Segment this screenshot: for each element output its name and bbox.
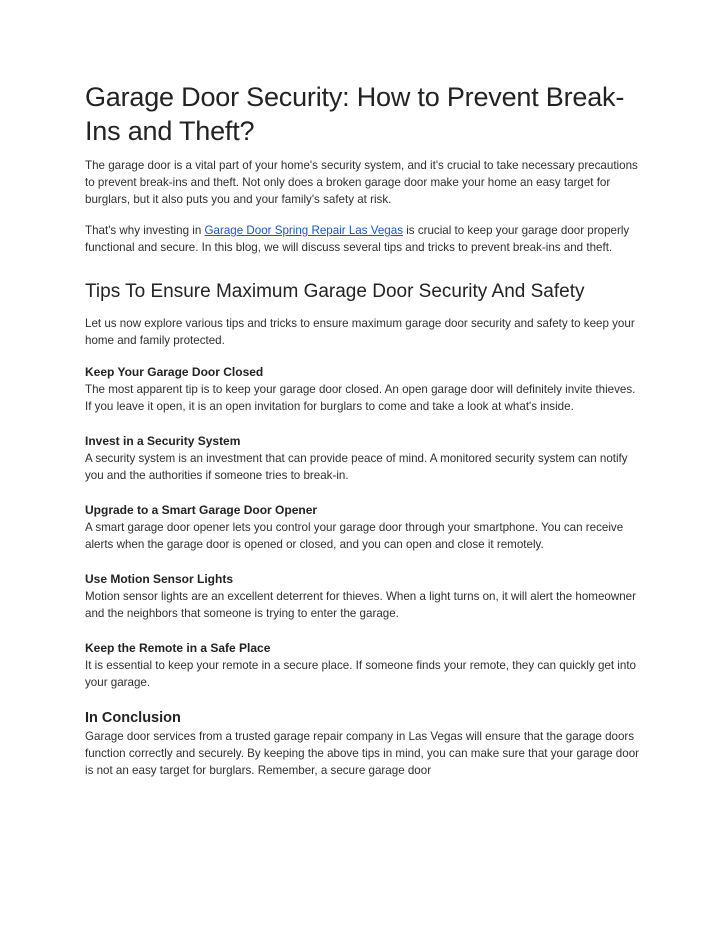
tip-body-smart-opener: A smart garage door opener lets you control your garage door through your smartphone. You can receive alerts when the garage door is opened or closed, and you can open and close it remotely. — [85, 521, 624, 551]
investing-text-after: is crucial to keep your garage door properly functional and secure. In this blog, we will discuss several tips and tricks to prevent break-ins and theft. — [85, 224, 630, 254]
page-title: Garage Door Security: How to Prevent Break-Ins and Theft? — [85, 82, 625, 146]
spring-repair-link[interactable]: Garage Door Spring Repair Las Vegas — [204, 224, 403, 237]
tip-heading-motion-lights: Use Motion Sensor Lights — [85, 572, 234, 586]
tip-body-keep-door-closed: The most apparent tip is to keep your garage door closed. An open garage door will definitely invite thieves. If you leave it open, it is an open invitation for burglars to come and take a look at what's inside. — [85, 383, 636, 413]
conclusion-heading: In Conclusion — [85, 710, 181, 726]
tips-section-heading: Tips To Ensure Maximum Garage Door Security And Safety — [85, 281, 585, 302]
intro-paragraph: The garage door is a vital part of your home's security system, and it's crucial to take necessary precautions to prevent break-ins and theft. Not only does a broken garage door make your home an easy target for burglars, but it also puts you and your family's safety at risk. — [85, 159, 638, 206]
tip-heading-smart-opener: Upgrade to a Smart Garage Door Opener — [85, 503, 318, 517]
tip-body-motion-lights: Motion sensor lights are an excellent deterrent for thieves. When a light turns on, it will alert the homeowner and the neighbors that someone is trying to enter the garage. — [85, 590, 636, 620]
investing-text-before: That's why investing in — [85, 224, 205, 237]
tip-heading-security-system: Invest in a Security System — [85, 434, 241, 448]
investing-paragraph — [85, 222, 645, 256]
tip-heading-remote-safe: Keep the Remote in a Safe Place — [85, 641, 271, 655]
tip-body-security-system: A security system is an investment that can provide peace of mind. A monitored security system can notify you and the authorities if someone tries to break-in. — [85, 452, 628, 482]
tip-heading-keep-door-closed: Keep Your Garage Door Closed — [85, 365, 264, 379]
tips-intro-paragraph: Let us now explore various tips and tricks to ensure maximum garage door security and safety to keep your home and family protected. — [85, 317, 635, 347]
conclusion-paragraph: Garage door services from a trusted garage repair company in Las Vegas will ensure that the garage doors function correctly and securely. By keeping the above tips in mind, you can make sure that your garage door is not an easy target for burglars. Remember, a secure garage door — [85, 730, 640, 777]
tip-body-remote-safe: It is essential to keep your remote in a secure place. If someone finds your remote, they can quickly get into your garage. — [85, 659, 636, 689]
document-page — [85, 80, 645, 779]
